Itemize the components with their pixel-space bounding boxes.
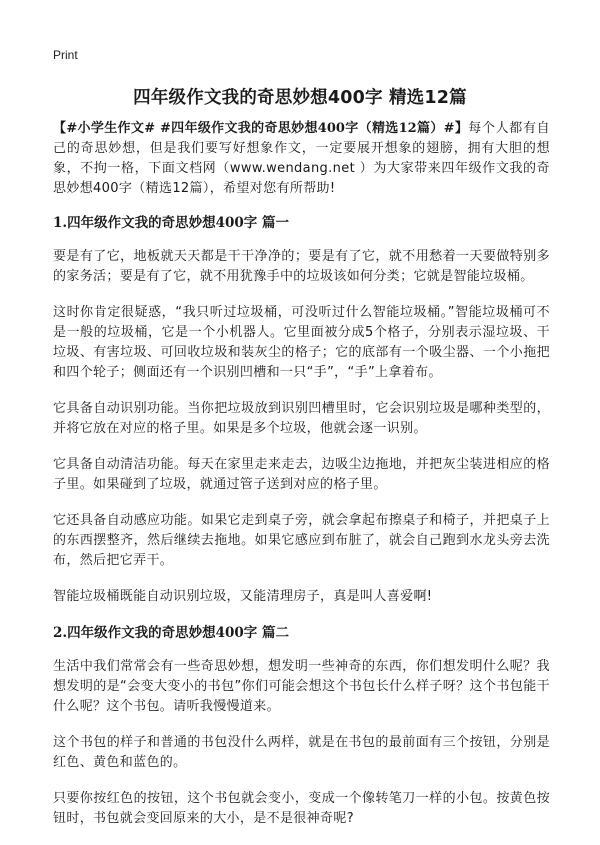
section-1-paragraph: 它具备自动清洁功能。每天在家里走来走去，边吸尘边拖地，并把灰尘装进相应的格子里。如果碰到了垃圾，就通过管子送到对应的格子里。 [53,457,550,492]
section-1-paragraph: 它具备自动识别功能。当你把垃圾放到识别凹槽里时，它会识别垃圾是哪种类型的，并将它放在对应的格子里。如果是多个垃圾，他就会逐一识别。 [53,401,550,436]
section-2-paragraph: 生活中我们常常会有一些奇思妙想，想发明一些神奇的东西，你们想发明什么呢？我想发明的是“会变大变小的书包”你们可能会想这个书包长什么样子呀？这个书包能干什么呢？这个书包。请听我慢慢道来。 [53,659,550,714]
intro-tags: 【#小学生作文# #四年级作文我的奇思妙想400字（精选12篇）#】 [53,121,469,136]
section-1-paragraph: 它还具备自动感应功能。如果它走到桌子旁，就会拿起布擦桌子和椅子，并把桌子上的东西摆整齐，然后继续去拖地。如果它感应到布脏了，就会自己跑到水龙头旁去洗布，然后把它弄干。 [53,513,550,568]
print-label: Print [53,48,78,62]
intro-paragraph [53,119,550,199]
document-body [53,119,550,845]
section-heading-2: 2.四年级作文我的奇思妙想400字 篇二 [53,625,289,641]
section-2-paragraph: 这个书包的样子和普通的书包没什么两样，就是在书包的最前面有三个按钮，分别是红色、黄色和蓝色的。 [53,735,550,770]
intro-text: 每个人都有自己的奇思妙想，但是我们要写好想象作文，一定要展开想象的翅膀，拥有大胆的想象，不拘一格，下面文档网（www.wendang.net ）为大家带来四年级作文我的奇思妙想400字（精选12篇），希望对您有所帮助! [53,121,550,196]
section-heading-1: 1.四年级作文我的奇思妙想400字 篇一 [53,215,289,231]
document-title: 四年级作文我的奇思妙想400字 精选12篇 [133,88,467,108]
section-1-paragraph: 这时你肯定很疑惑，“我只听过垃圾桶，可没听过什么智能垃圾桶。”智能垃圾桶可不是一般的垃圾桶，它是一个小机器人。它里面被分成5个格子，分别表示湿垃圾、干垃圾、有害垃圾、可回收垃圾和装灰尘的格子；它的底部有一个吸尘器、一个小拖把和四个轮子；侧面还有一个识别凹槽和一只“手”，“手”上拿着布。 [53,305,550,380]
section-1-paragraph: 要是有了它，地板就天天都是干干净净的；要是有了它，就不用愁着一天要做特别多的家务活；要是有了它，就不用犹豫手中的垃圾该如何分类；它就是智能垃圾桶。 [53,249,550,284]
section-1-paragraph: 智能垃圾桶既能自动识别垃圾，又能清理房子，真是叫人喜爱啊! [53,589,433,604]
section-2-paragraph: 只要你按红色的按钮，这个书包就会变小，变成一个像转笔刀一样的小包。按黄色按钮时，书包就会变回原来的大小，是不是很神奇呢? [53,791,550,826]
